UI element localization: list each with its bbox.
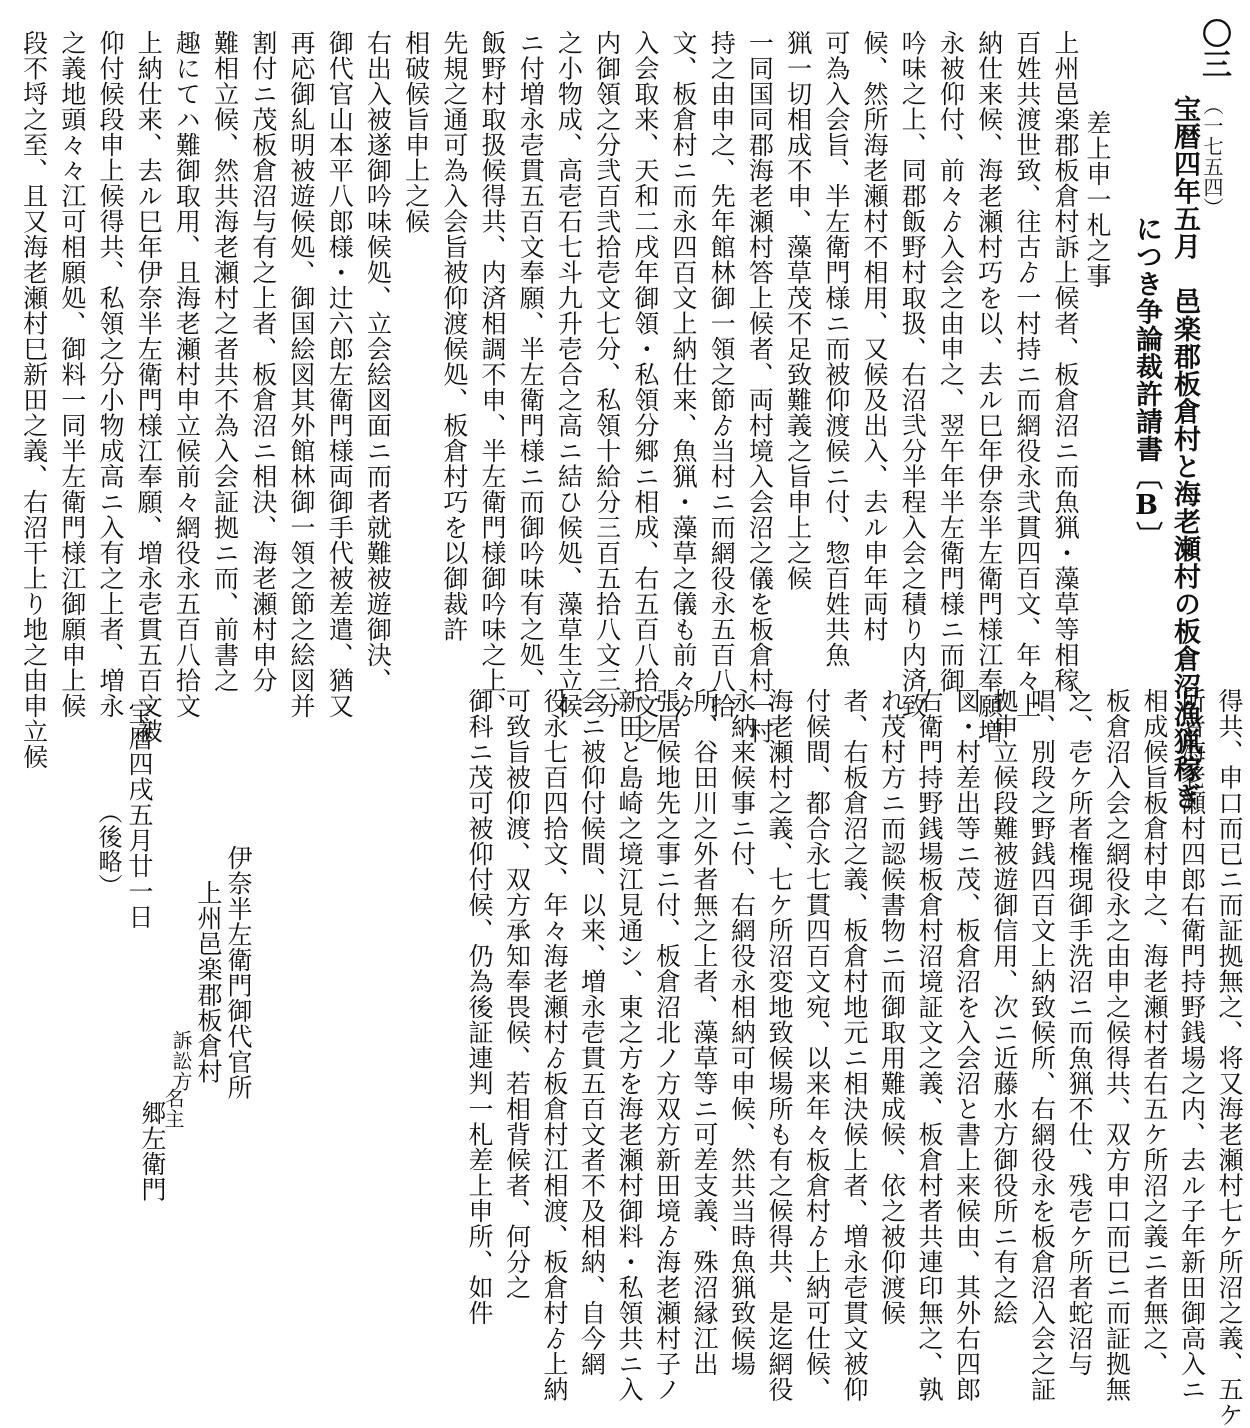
upper-text-line: 納仕来候、海老瀬村巧を以、去ル巳年伊奈半左衛門様江奉願増	[974, 30, 1004, 744]
upper-text-line: 候、然所海老瀬村不相用、又候及出入、去ル申年両村	[860, 30, 889, 642]
lower-text-line: 御科ニ茂可被仰付候、仍為後証連判一札差上申所、如件	[465, 688, 494, 1326]
lower-text-line: 所者海老瀬村四郎右衛門持野銭場之内、去ル子年新田御高入ニ	[1177, 688, 1207, 1402]
lower-text-line: 所、谷田川之外者無之上者、藻草等ニ可差支義、殊沼縁江出	[690, 688, 719, 1377]
upper-text-line: 百姓共渡世致、往古ゟ一村持ニ而網役永弐貫四百文、年々上	[1012, 30, 1042, 719]
upper-text-line: 持之由申之、先年館林御一領之節ゟ当村ニ而網役永五百八拾	[707, 30, 737, 719]
lower-text-line: 役永七百四拾文、年々海老瀬村ゟ板倉村江相渡、板倉村ゟ上納	[540, 688, 569, 1402]
upper-text-line: 猟一切相成不申、藻草茂不足致難義之旨申上之候	[783, 30, 813, 591]
upper-text-line: 御代官山本平八郎様・辻六郎左衛門様両御手代被差遣、猶又	[325, 30, 355, 719]
lower-text-line: 板倉沼入会之網役永之由申之候得共、双方申口而已ニ而証拠無	[1102, 688, 1132, 1402]
lower-text-line: 新田と島崎之境江見通シ、東之方を海老瀬村御料・私領共ニ入	[615, 688, 644, 1402]
lower-text-line: 海老瀬村之義、七ケ所沼変地致候場所も有之候得共、是迄網役	[765, 688, 794, 1402]
lower-text-line: 永納来候事ニ付、右網役永相納可申候、然共当時魚猟致候場	[727, 688, 757, 1377]
document-number: 〇三	[1196, 18, 1231, 79]
document-title-line2: につき争論裁許請書〔B〕	[1131, 215, 1162, 549]
document-subtitle: 差上申一札之事	[1083, 110, 1112, 289]
upper-text-line: 可為入会旨、半左衛門様ニ而被仰渡候ニ付、惣百姓共魚	[821, 30, 851, 668]
upper-text-line: 上州邑楽郡板倉村訴上候者、板倉沼ニ而魚猟・藻草等相稼、	[1051, 30, 1080, 719]
lower-text-line: 会ニ被仰付候間、以来、増永壱貫五百文者不及相納、自今網	[577, 688, 607, 1377]
year-note: （一七五四）	[1200, 95, 1224, 218]
omission-note: （後略）	[94, 800, 122, 898]
upper-text-line: 仰付候段申上候得共、私領之分小物成高ニ入有之上者、増永	[96, 30, 125, 719]
upper-text-line: 先規之通可為入会旨被仰渡候処、板倉村巧を以御裁許	[439, 30, 469, 642]
signature-name: 郷左衛門	[138, 1100, 167, 1202]
signature-role-headman: 名主	[161, 1088, 185, 1129]
lower-text-line: 相成候旨板倉村申之、海老瀬村者右五ケ所沼之義ニ者無之、	[1140, 688, 1169, 1377]
upper-text-line: 割付ニ茂板倉沼与有之上者、板倉沼ニ相決、海老瀬村申分	[248, 30, 278, 693]
upper-text-line: ニ付増永壱貫五百文奉願、半左衛門様ニ而御吟味有之処、	[516, 30, 546, 693]
lower-text-line: れ茂村方ニ而認候書物ニ而御取用難成候、依之被仰渡候	[877, 688, 907, 1326]
upper-text-line: 再応御糺明被遊候処、御国絵図其外館林御一領之節之絵図并	[287, 30, 316, 719]
upper-text-line: 文、板倉村ニ而永四百文上納仕来、魚猟・藻草之儀も前々ゟ	[669, 30, 698, 719]
lower-text-line: 図・村差出等ニ茂、板倉沼を入会沼と書上来候由、其外右四郎	[952, 688, 982, 1402]
lower-text-line: 拠申立候段難被遊御信用、次ニ近藤水方御役所ニ有之絵	[990, 688, 1019, 1326]
signature-role: 訴訟方	[169, 1030, 193, 1092]
upper-text-line: 入会取来、天和二戌年御領・私領分郷ニ相成、右五百八拾文之	[630, 30, 660, 744]
upper-text-line: 之小物成、高壱石七斗九升壱合之高ニ結ひ候処、藻草生立候	[554, 30, 584, 719]
lower-text-line: 得共、申口而已ニ而証拠無之、将又海老瀬村七ケ所沼之義、五ケ	[1215, 688, 1244, 1428]
upper-text-line: 永被仰付、前々ゟ入会之由申之、翌午年半左衛門様ニ而御	[936, 30, 966, 693]
lower-text-line: 可致旨被仰渡、双方承知奉畏候、若相背候者、何分之	[502, 688, 532, 1300]
upper-text-line: 上納仕来、去ル巳年伊奈半左衛門様江奉願、増永壱貫五百文被	[134, 30, 164, 744]
signature-office: 伊奈半左衛門御代官所	[224, 845, 253, 1100]
upper-text-line: 難相立候、然共海老瀬村之者共不為入会証拠ニ而、前書之	[210, 30, 240, 693]
upper-text-line: 相破候旨申上之候	[401, 30, 431, 234]
upper-text-line: 吟味之上、同郡飯野村取扱、右沼弐分半程入会之積り内済致	[898, 30, 928, 719]
document-date: 宝暦四戌五月廿一日	[125, 700, 154, 930]
signature-village: 上州邑楽郡板倉村	[194, 880, 223, 1084]
upper-text-line: 趣にてハ難御取用、且海老瀬村申立候前々網役永五百八拾文	[172, 30, 202, 719]
lower-text-line: 付候間、都合永七貫四百文宛、以来年々板倉村ゟ上納可仕候、	[802, 688, 832, 1402]
upper-text-line: 飯野村取扱候得共、内済相調不申、半左衛門様御吟味之上、	[478, 30, 507, 719]
upper-text-line: 右出入被遂御吟味候処、立会絵図面ニ而者就難被遊御決、	[363, 30, 393, 693]
upper-text-line: 一同国同郡海老瀬村答上候者、両村境入会沼之儀を板倉村一村	[745, 30, 775, 744]
lower-text-line: 之、壱ケ所者権現御手洗沼ニ而魚猟不仕、残壱ケ所者蛇沼与	[1065, 688, 1094, 1377]
lower-text-line: 唱、別段之野銭四百文上納致候所、右網役永を板倉沼入会之証	[1027, 688, 1057, 1402]
document-title-line1: 宝暦四年五月 邑楽郡板倉村と海老瀬村の板倉沼漁猟稼ぎ	[1169, 95, 1200, 810]
lower-text-line: 右衛門持野銭場板倉村沼境証文之義、板倉村者共連印無之、孰	[915, 688, 944, 1402]
lower-text-line: 張居候地先之事ニ付、板倉沼北ノ方双方新田境ゟ海老瀬村子ノ	[652, 688, 682, 1402]
lower-text-line: 者、右板倉沼之義、板倉村地元ニ相決候上者、増永壱貫文被仰	[840, 688, 869, 1402]
upper-text-line: 段不埒之至、且又海老瀬村巳新田之義、右沼干上り地之由申立候	[19, 30, 49, 770]
upper-text-line: 内御領之分弐百弐拾壱文七分、私領十給分三百五拾八文三分	[592, 30, 622, 719]
upper-text-line: 之義地頭々々江可相願処、御料一同半左衛門様江御願申上候	[57, 30, 87, 719]
